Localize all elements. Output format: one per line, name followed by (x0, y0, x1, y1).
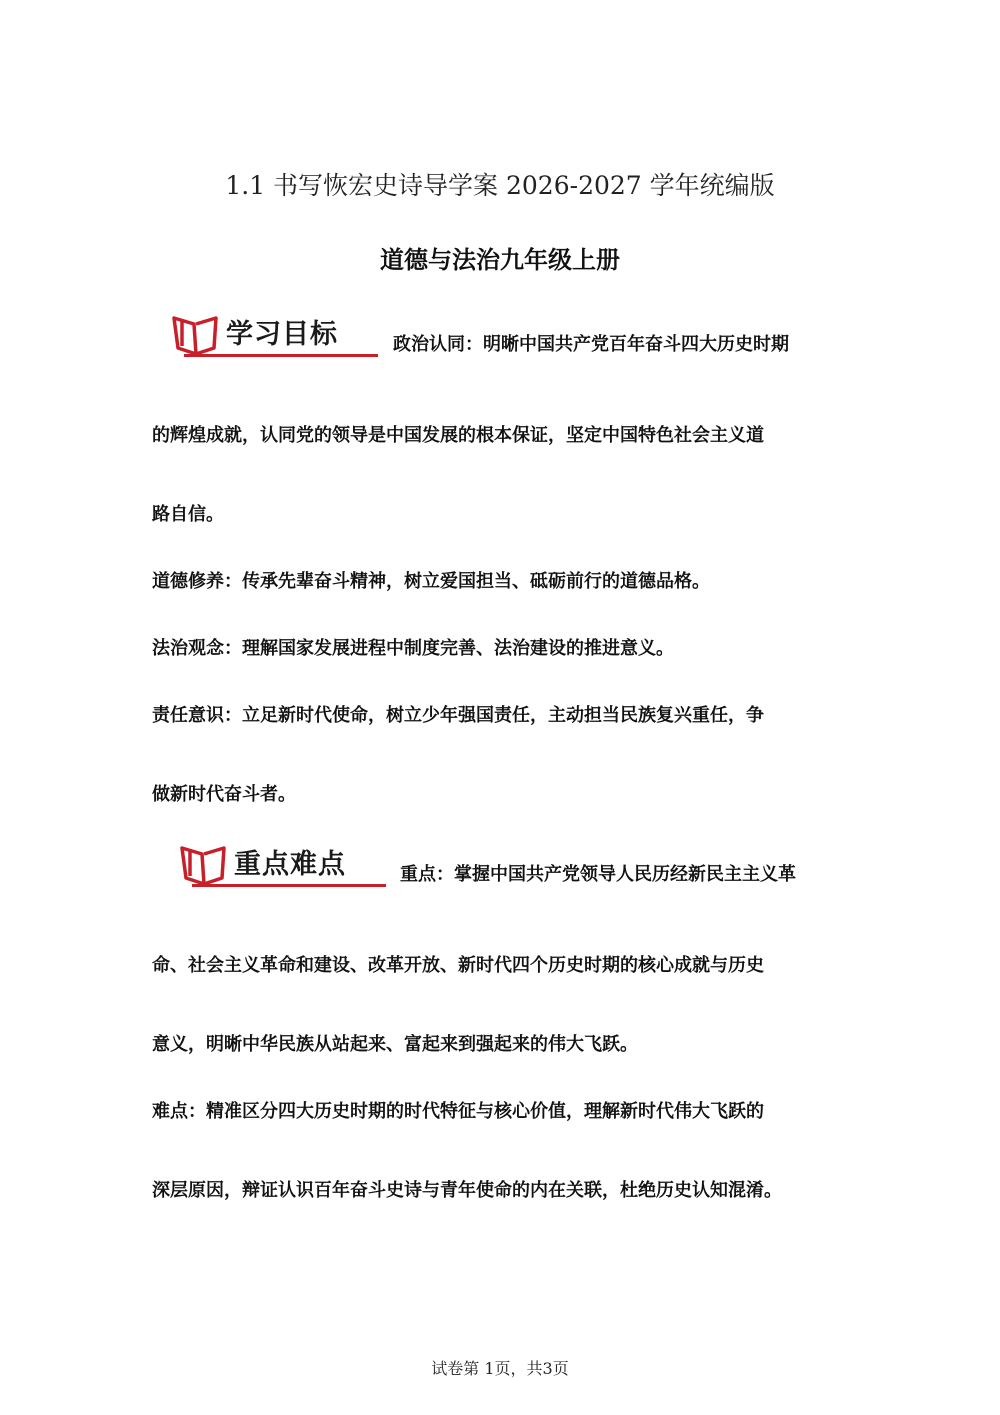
page-footer: 试卷第 1页，共3页 (431, 1359, 569, 1378)
keypoint-line1: 重点：掌握中国共产党领导人民历经新民主主义革 (400, 864, 796, 885)
objective-political-line1: 政治认同：明晰中国共产党百年奋斗四大历史时期 (393, 334, 789, 355)
objective-moral: 道德修养：传承先辈奋斗精神，树立爱国担当、砥砺前行的道德品格。 (152, 571, 710, 592)
objective-responsibility-line2: 做新时代奋斗者。 (152, 784, 296, 805)
page-subtitle: 道德与法治九年级上册 (380, 246, 620, 274)
objective-political-line2: 的辉煌成就，认同党的领导是中国发展的根本保证，坚定中国特色社会主义道 (152, 425, 764, 446)
difficulty-line1: 难点：精准区分四大历史时期的时代特征与核心价值，理解新时代伟大飞跃的 (152, 1101, 764, 1122)
badge-label: 重点难点 (234, 849, 346, 880)
keypoint-line2: 命、社会主义革命和建设、改革开放、新时代四个历史时期的核心成就与历史 (152, 955, 764, 976)
page-title: 1.1 书写恢宏史诗导学案 2026-2027 学年统编版 (225, 171, 775, 200)
learning-objectives-badge (168, 310, 383, 360)
keypoint-line3: 意义，明晰中华民族从站起来、富起来到强起来的伟大飞跃。 (152, 1034, 638, 1055)
objective-responsibility-line1: 责任意识：立足新时代使命，树立少年强国责任，主动担当民族复兴重任，争 (152, 705, 764, 726)
badge-label: 学习目标 (226, 319, 338, 350)
objective-law: 法治观念：理解国家发展进程中制度完善、法治建设的推进意义。 (152, 638, 674, 659)
objective-political-line3: 路自信。 (152, 504, 224, 525)
difficulty-line2: 深层原因，辩证认识百年奋斗史诗与青年使命的内在关联，杜绝历史认知混淆。 (152, 1180, 782, 1201)
key-points-badge (176, 840, 391, 890)
